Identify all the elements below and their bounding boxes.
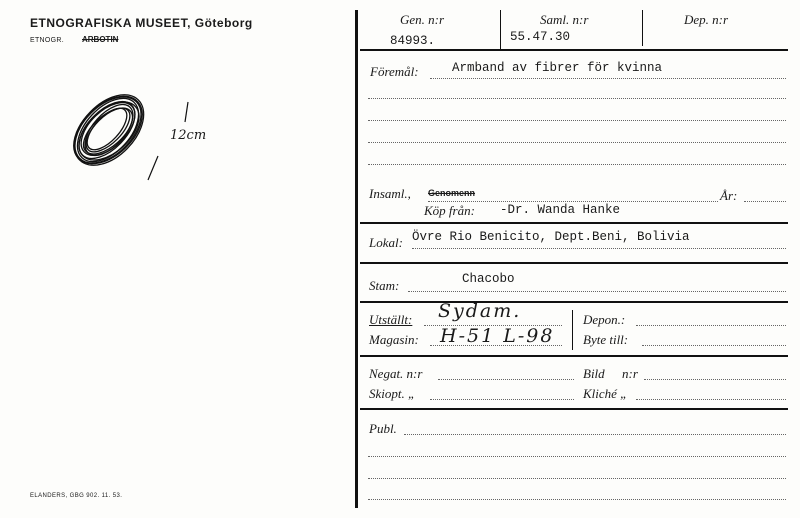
foremal-line-4 [368,142,786,143]
saml-label: Saml. n:r [540,12,589,27]
foremal-value: Armband av fibrer för kvinna [452,61,663,75]
museum-name: ETNOGRAFISKA MUSEET, Göteborg [30,16,253,30]
depon-label: Depon.: [583,312,626,327]
lokal-rule [360,262,788,264]
magasin-value: H-51 L-98 [440,325,555,347]
negat-line [438,379,574,380]
etnogr-value: ARBOTIN [82,35,119,44]
bild-label: Bild [583,366,605,381]
publ-line-4 [368,499,786,500]
magasin-label: Magasin: [369,332,419,347]
byte-label: Byte till: [583,332,629,347]
foremal-label: Föremål: [370,64,419,79]
stam-line [408,291,786,292]
printer-note: ELANDERS, GBG 902. 11. 53. [30,493,123,499]
publ-line-3 [368,478,786,479]
foremal-line-5 [368,164,786,165]
dimension-note: 12cm [170,128,207,143]
saml-value: 55.47.30 [510,30,571,44]
utstallt-label: Utställt: [369,312,413,327]
lokal-line [412,248,786,249]
negat-label: Negat. n:r [369,366,423,381]
ar-label: År: [720,188,738,203]
stam-value: Chacobo [462,272,515,286]
foremal-line-1 [430,78,786,79]
kop-label: Köp från: [424,203,475,218]
header-rule [360,49,788,51]
bild-line [644,379,786,380]
header-sep-2 [642,10,643,46]
kliche-label: Kliché „ [583,386,628,401]
foremal-line-2 [368,98,786,99]
ar-line [744,201,786,202]
skiopt-label: Skiopt. „ [369,386,416,401]
foremal-line-3 [368,120,786,121]
byte-line [642,345,786,346]
insaml-line [428,201,718,202]
utstallt-value: Sydam. [438,300,522,322]
utstallt-sep [572,310,573,350]
insaml-label: Insaml., [369,186,411,201]
kop-value: -Dr. Wanda Hanke [500,203,621,217]
insaml-rule [360,222,788,224]
publ-label: Publ. [369,421,397,436]
header-sep-1 [500,10,501,50]
bild-nr: n:r [622,366,638,381]
magasin-rule [360,355,788,357]
negat-rule [360,408,788,410]
depon-line [636,325,786,326]
lokal-label: Lokal: [369,235,403,250]
stam-rule [360,301,788,303]
gen-value: 84993. [390,34,436,48]
skiopt-line [430,399,574,400]
magasin-line [430,345,562,346]
publ-line-1 [404,434,786,435]
card-divider [355,10,358,508]
gen-label: Gen. n:r [400,12,445,27]
insaml-value: Genomenn [428,188,476,198]
publ-line-2 [368,456,786,457]
stam-label: Stam: [369,278,400,293]
lokal-value: Övre Rio Benicito, Dept.Beni, Bolivia [412,230,690,244]
dep-label: Dep. n:r [684,12,729,27]
etnogr-label: ETNOGR. [30,37,64,44]
kliche-line [636,399,786,400]
